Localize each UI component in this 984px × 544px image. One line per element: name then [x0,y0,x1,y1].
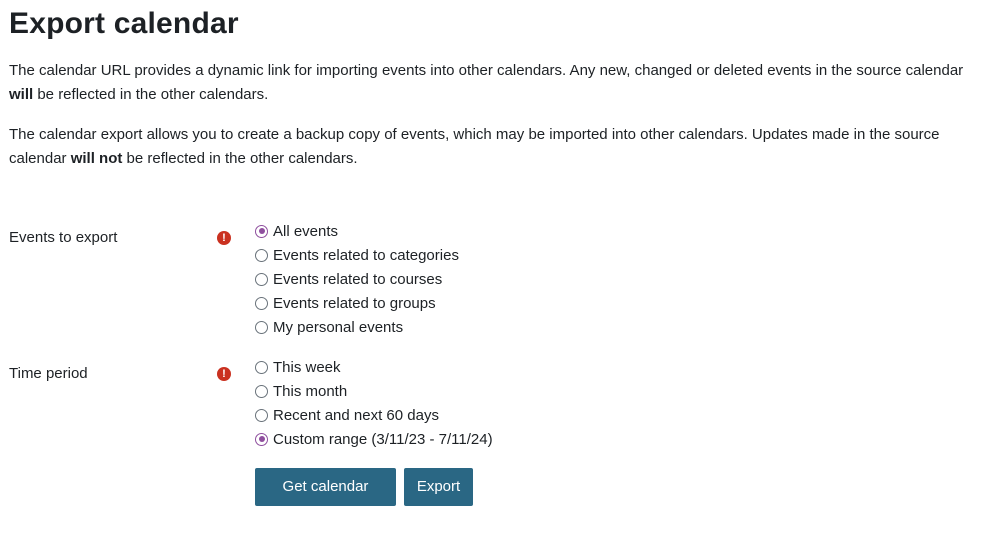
radio-option-label: Events related to categories [273,246,459,264]
radio-option-label: Recent and next 60 days [273,406,439,424]
radio-option-categories[interactable] [255,243,459,267]
calendar-url-description [9,59,969,107]
radio-option-groups[interactable] [255,291,459,315]
para2-text: The calendar export allows you to create a backup copy of events, which may be imported into other calendars. Updates made in the source calendar [9,126,940,167]
radio-option-label: Events related to groups [273,294,436,312]
para2-bold: will not [70,150,123,167]
required-exclamation-icon: ! [217,231,231,245]
radio-option-personal[interactable] [255,315,459,339]
radio-button[interactable] [255,361,268,374]
radio-option-this-month[interactable] [255,379,493,403]
radio-button[interactable] [255,249,268,262]
export-button[interactable]: Export [404,468,473,506]
radio-button[interactable] [255,321,268,334]
radio-option-label: Custom range (3/11/23 - 7/11/24) [273,430,493,448]
radio-option-this-week[interactable] [255,355,493,379]
radio-option-all-events[interactable] [255,219,459,243]
radio-option-recent-60-days[interactable] [255,403,493,427]
get-calendar-url-button[interactable]: Get calendar URL [255,468,396,506]
calendar-export-description [9,123,969,171]
period-options [255,355,493,451]
radio-option-label: This month [273,382,348,400]
radio-button[interactable] [255,297,268,310]
radio-button[interactable] [255,409,268,422]
para1-bold: will [9,86,34,103]
para1-text: The calendar URL provides a dynamic link for importing events into other calendars. Any new, changed or deleted events in the source calendar [9,62,964,79]
events-options [255,219,459,339]
radio-option-label: Events related to courses [273,270,443,288]
radio-option-custom-range[interactable] [255,427,493,451]
para1-end: be reflected in the other calendars. [33,86,269,103]
radio-button-checked[interactable] [255,225,268,238]
radio-button-checked[interactable] [255,433,268,446]
action-buttons [255,468,473,533]
events-to-export-label: Events to export [9,229,118,246]
radio-option-label: My personal events [273,318,404,336]
radio-option-label: This week [273,358,341,376]
time-period-label: Time period [9,365,88,382]
radio-button[interactable] [255,273,268,286]
para2-end: be reflected in the other calendars. [122,150,358,167]
radio-button[interactable] [255,385,268,398]
radio-option-label: All events [273,222,339,240]
page-title: Export calendar [9,7,239,40]
required-exclamation-icon: ! [217,367,231,381]
radio-option-courses[interactable] [255,267,459,291]
